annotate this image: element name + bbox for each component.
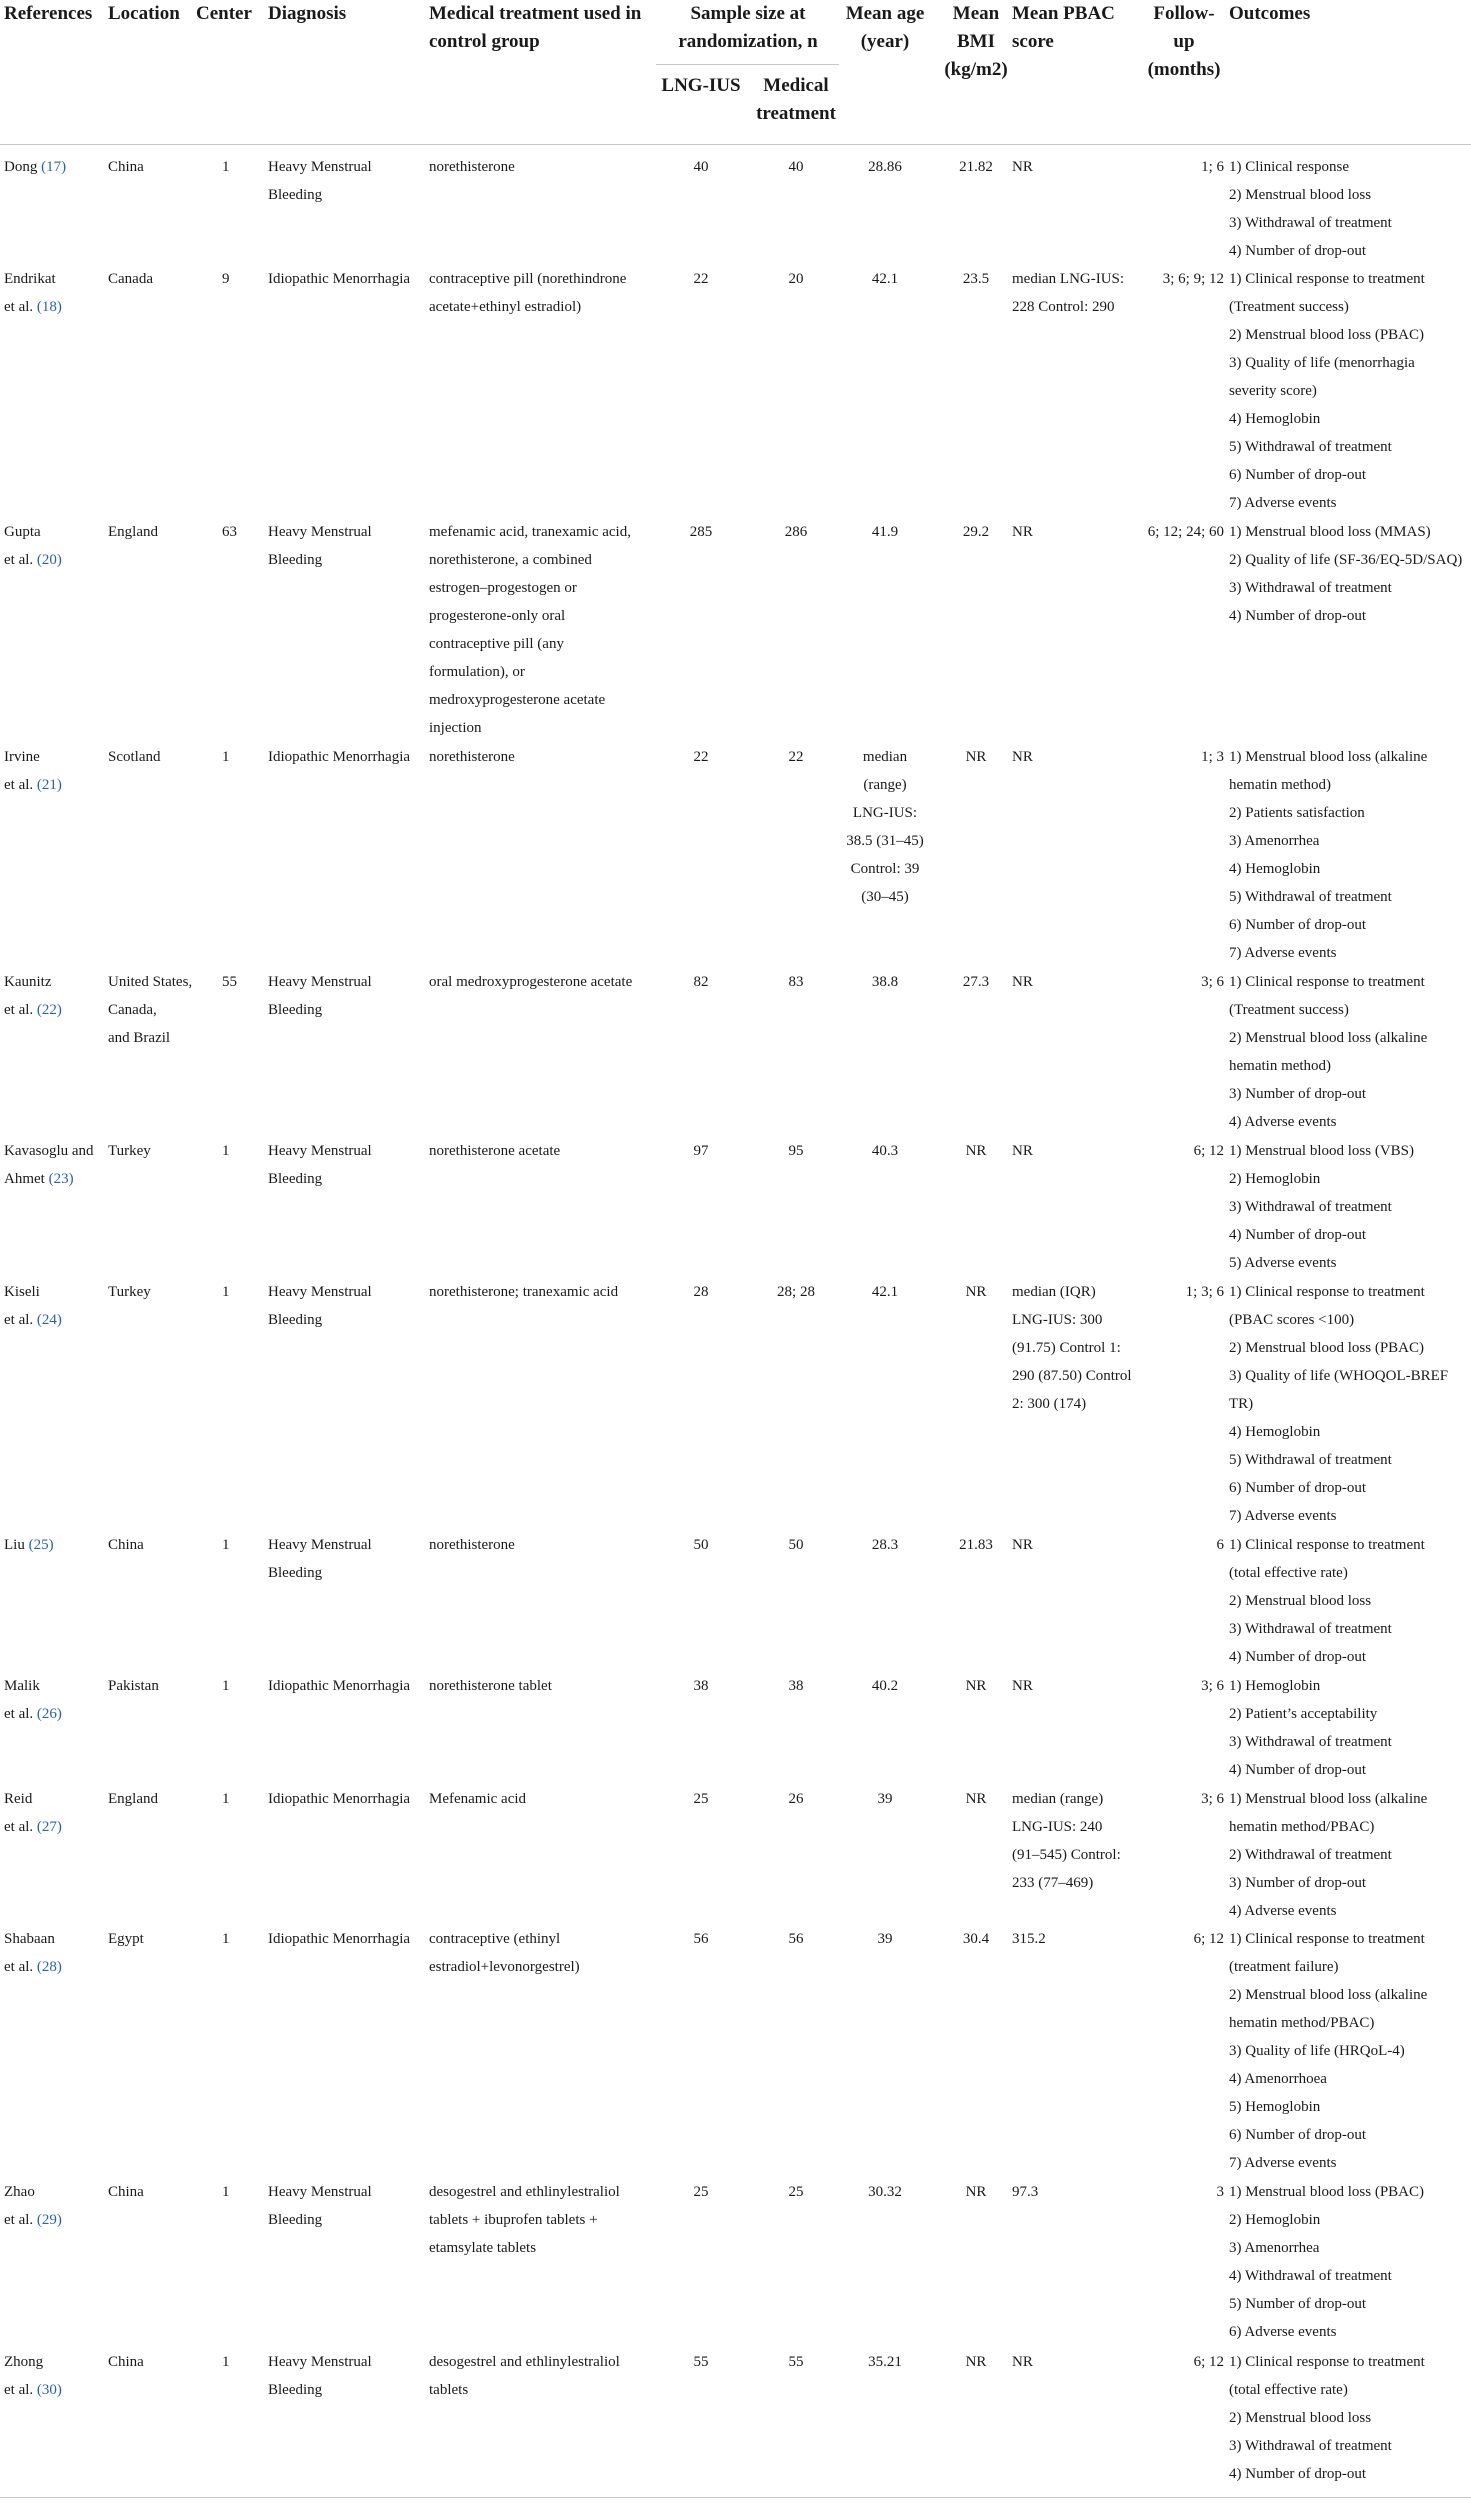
row-mean-pbac: median (IQR) LNG-IUS: 300 (91.75) Control 1: 290 (87.50) Control 2: 300 (174) <box>1012 1284 1132 1412</box>
header-outcomes: Outcomes <box>1229 3 1311 24</box>
row-reference <box>4 1278 62 1334</box>
row-outcomes: 1) Menstrual blood loss (alkaline hematin method) 2) Patients satisfaction 3) Amenorrhea 4) Hemoglobin 5) Withdrawal of treatment 6) Number of drop-out 7) Adverse events <box>1229 749 1428 961</box>
row-lng-ius-n: 55 <box>693 2354 709 2370</box>
row-mean-pbac: NR <box>1012 974 1033 990</box>
row-control-treatment: norethisterone; tranexamic acid <box>429 1284 619 1300</box>
row-mean-bmi: NR <box>965 1284 987 1300</box>
row-follow-up: 3; 6; 9; 12 <box>1162 271 1224 287</box>
row-reference <box>4 1531 54 1559</box>
row-mean-bmi: NR <box>965 2184 987 2200</box>
header-diagnosis: Diagnosis <box>268 3 347 24</box>
row-mean-age: 28.3 <box>871 1537 899 1553</box>
row-lng-ius-n: 22 <box>693 749 709 765</box>
header-bottom-rule <box>0 144 1471 145</box>
row-reference <box>4 153 66 181</box>
row-medical-n: 50 <box>788 1537 804 1553</box>
header-follow-up: Follow- up (months) <box>1147 3 1221 80</box>
row-outcomes: 1) Clinical response to treatment (Treatment success) 2) Menstrual blood loss (PBAC) 3) Quality of life (menorrhagia severity score) 4) Hemoglobin 5) Withdrawal of treatment 6) Number of drop-out 7) Adverse events <box>1229 271 1425 511</box>
row-follow-up: 3; 6 <box>1201 1678 1224 1694</box>
row-control-treatment: norethisterone <box>429 159 515 175</box>
row-diagnosis: Idiopathic Menorrhagia <box>268 749 411 765</box>
header-medical-treatment: Medical treatment <box>756 75 836 124</box>
row-control-treatment: contraceptive pill (norethindrone acetate+ethinyl estradiol) <box>429 271 627 315</box>
row-control-treatment: norethisterone <box>429 1537 515 1553</box>
row-medical-n: 20 <box>788 271 804 287</box>
row-location: Pakistan <box>108 1678 159 1694</box>
row-lng-ius-n: 97 <box>693 1143 709 1159</box>
row-outcomes: 1) Clinical response to treatment (PBAC scores <100) 2) Menstrual blood loss (PBAC) 3) Quality of life (WHOQOL-BREF TR) 4) Hemoglobin 5) Withdrawal of treatment 6) Number of drop-out 7) Adverse events <box>1229 1284 1449 1524</box>
header-location: Location <box>108 3 180 24</box>
row-follow-up: 3; 6 <box>1201 1791 1224 1807</box>
row-reference <box>4 2178 62 2234</box>
reference-name: Reid et al. <box>4 1791 34 1835</box>
row-follow-up: 3 <box>1216 2184 1224 2200</box>
reference-name: Zhao et al. <box>4 2184 35 2228</box>
row-mean-bmi: 21.82 <box>959 159 993 175</box>
row-diagnosis: Heavy Menstrual Bleeding <box>268 1537 372 1581</box>
row-diagnosis: Heavy Menstrual Bleeding <box>268 2354 372 2398</box>
row-medical-n: 22 <box>788 749 804 765</box>
row-follow-up: 6; 12 <box>1193 1931 1224 1947</box>
row-mean-bmi: 23.5 <box>962 271 990 287</box>
row-follow-up: 1; 6 <box>1201 159 1224 175</box>
header-center: Center <box>196 3 252 24</box>
row-lng-ius-n: 25 <box>693 1791 709 1807</box>
header-sample-size: Sample size at randomization, n <box>678 3 818 52</box>
row-lng-ius-n: 25 <box>693 2184 709 2200</box>
reference-name: Kaunitz et al. <box>4 974 52 1018</box>
reference-citation-link[interactable]: (30) <box>36 2382 62 2398</box>
reference-citation-link[interactable]: (23) <box>48 1171 74 1187</box>
header-mean-pbac: Mean PBAC score <box>1012 3 1115 52</box>
row-diagnosis: Heavy Menstrual Bleeding <box>268 1143 372 1187</box>
row-center: 1 <box>222 1284 230 1300</box>
row-reference <box>4 1672 62 1728</box>
row-medical-n: 286 <box>784 524 808 540</box>
row-reference <box>4 743 62 799</box>
reference-name: Malik et al. <box>4 1678 40 1722</box>
row-medical-n: 55 <box>788 2354 804 2370</box>
row-mean-bmi: 30.4 <box>962 1931 990 1947</box>
row-mean-pbac: NR <box>1012 749 1033 765</box>
row-medical-n: 26 <box>788 1791 804 1807</box>
row-location: England <box>108 524 158 540</box>
row-mean-age: 42.1 <box>871 271 899 287</box>
row-lng-ius-n: 285 <box>689 524 713 540</box>
row-lng-ius-n: 40 <box>693 159 709 175</box>
row-outcomes: 1) Clinical response to treatment (total effective rate) 2) Menstrual blood loss 3) Withdrawal of treatment 4) Number of drop-out <box>1229 1537 1425 1665</box>
row-diagnosis: Heavy Menstrual Bleeding <box>268 159 372 203</box>
reference-name: Irvine et al. <box>4 749 40 793</box>
row-follow-up: 6; 12; 24; 60 <box>1147 524 1224 540</box>
row-mean-age: 28.86 <box>868 159 902 175</box>
row-diagnosis: Heavy Menstrual Bleeding <box>268 2184 372 2228</box>
row-mean-bmi: NR <box>965 1678 987 1694</box>
row-medical-n: 56 <box>788 1931 804 1947</box>
reference-name: Liu <box>4 1537 25 1553</box>
row-reference <box>4 2348 62 2404</box>
row-location: Turkey <box>108 1143 151 1159</box>
header-control-treatment: Medical treatment used in control group <box>429 3 642 52</box>
row-follow-up: 6; 12 <box>1193 2354 1224 2370</box>
row-control-treatment: oral medroxyprogesterone acetate <box>429 974 633 990</box>
reference-citation-link[interactable]: (24) <box>36 1312 62 1328</box>
row-control-treatment: norethisterone <box>429 749 515 765</box>
row-mean-pbac: NR <box>1012 524 1033 540</box>
header-lng-ius: LNG-IUS <box>661 75 741 96</box>
reference-citation-link[interactable]: (27) <box>36 1819 62 1835</box>
reference-citation-link[interactable]: (29) <box>36 2212 62 2228</box>
row-center: 1 <box>222 2184 230 2200</box>
row-location: United States, Canada, and Brazil <box>108 974 193 1046</box>
row-center: 1 <box>222 2354 230 2370</box>
row-location: Turkey <box>108 1284 151 1300</box>
reference-name: Gupta et al. <box>4 524 41 568</box>
reference-name: Dong <box>4 159 38 175</box>
row-mean-age: 39 <box>877 1931 893 1947</box>
row-follow-up: 1; 3 <box>1201 749 1224 765</box>
reference-name: Zhong et al. <box>4 2354 44 2398</box>
row-reference <box>4 968 62 1024</box>
row-control-treatment: desogestrel and ethlinylestraliol tablets <box>429 2354 620 2398</box>
reference-citation-link[interactable]: (28) <box>36 1959 62 1975</box>
row-mean-bmi: 21.83 <box>959 1537 993 1553</box>
row-follow-up: 6; 12 <box>1193 1143 1224 1159</box>
row-center: 1 <box>222 1678 230 1694</box>
row-lng-ius-n: 38 <box>693 1678 709 1694</box>
row-mean-bmi: NR <box>965 1791 987 1807</box>
row-follow-up: 3; 6 <box>1201 974 1224 990</box>
row-mean-bmi: NR <box>965 1143 987 1159</box>
row-mean-pbac: median (range) LNG-IUS: 240 (91–545) Control: 233 (77–469) <box>1012 1791 1121 1891</box>
row-location: China <box>108 2184 144 2200</box>
row-center: 1 <box>222 1143 230 1159</box>
row-follow-up: 6 <box>1216 1537 1224 1553</box>
row-mean-pbac: NR <box>1012 1678 1033 1694</box>
row-mean-age: 38.8 <box>871 974 899 990</box>
row-reference <box>4 1137 94 1193</box>
row-diagnosis: Heavy Menstrual Bleeding <box>268 524 372 568</box>
row-mean-pbac: NR <box>1012 2354 1033 2370</box>
row-control-treatment: norethisterone tablet <box>429 1678 552 1694</box>
row-mean-bmi: 29.2 <box>962 524 990 540</box>
row-control-treatment: norethisterone acetate <box>429 1143 561 1159</box>
row-mean-pbac: NR <box>1012 1143 1033 1159</box>
reference-name: Shabaan et al. <box>4 1931 55 1975</box>
row-control-treatment: desogestrel and ethlinylestraliol tablets + ibuprofen tablets + etamsylate tablets <box>429 2184 620 2256</box>
row-center: 1 <box>222 159 230 175</box>
row-location: Scotland <box>108 749 161 765</box>
row-outcomes: 1) Menstrual blood loss (PBAC) 2) Hemoglobin 3) Amenorrhea 4) Withdrawal of treatment 5) Number of drop-out 6) Adverse events <box>1229 2184 1424 2340</box>
reference-citation-link[interactable]: (26) <box>36 1706 62 1722</box>
row-center: 1 <box>222 1537 230 1553</box>
row-reference <box>4 265 62 321</box>
row-location: England <box>108 1791 158 1807</box>
reference-citation-link[interactable]: (22) <box>36 1002 62 1018</box>
header-references: References <box>4 3 93 24</box>
row-center: 55 <box>222 974 237 990</box>
reference-citation-link[interactable]: (25) <box>28 1537 54 1553</box>
row-mean-pbac: NR <box>1012 159 1033 175</box>
reference-citation-link[interactable]: (17) <box>41 159 67 175</box>
row-reference <box>4 518 62 574</box>
row-mean-age: 41.9 <box>871 524 899 540</box>
sample-size-divider <box>656 64 839 65</box>
table-bottom-rule <box>0 2497 1471 2498</box>
row-mean-bmi: 27.3 <box>962 974 990 990</box>
row-reference <box>4 1785 62 1841</box>
row-mean-age: 30.32 <box>868 2184 902 2200</box>
row-location: Canada <box>108 271 153 287</box>
row-location: China <box>108 159 144 175</box>
row-center: 1 <box>222 1931 230 1947</box>
row-outcomes: 1) Clinical response to treatment (total effective rate) 2) Menstrual blood loss 3) Withdrawal of treatment 4) Number of drop-out <box>1229 2354 1425 2482</box>
header-mean-bmi: Mean BMI (kg/m2) <box>944 3 1008 80</box>
row-lng-ius-n: 28 <box>693 1284 709 1300</box>
row-lng-ius-n: 56 <box>693 1931 709 1947</box>
row-outcomes: 1) Clinical response to treatment (treatment failure) 2) Menstrual blood loss (alkaline hematin method/PBAC) 3) Quality of life (HRQoL-4) 4) Amenorrhoea 5) Hemoglobin 6) Number of drop-out 7) Adverse events <box>1229 1931 1428 2171</box>
row-mean-pbac: 315.2 <box>1012 1931 1046 1947</box>
reference-name: Kavasoglu and Ahmet <box>4 1143 94 1187</box>
row-center: 9 <box>222 271 230 287</box>
reference-citation-link[interactable]: (20) <box>36 552 62 568</box>
row-mean-age: 40.3 <box>871 1143 899 1159</box>
row-diagnosis: Heavy Menstrual Bleeding <box>268 974 372 1018</box>
row-outcomes: 1) Menstrual blood loss (alkaline hematin method/PBAC) 2) Withdrawal of treatment 3) Number of drop-out 4) Adverse events <box>1229 1791 1428 1919</box>
row-diagnosis: Idiopathic Menorrhagia <box>268 271 411 287</box>
row-outcomes: 1) Menstrual blood loss (VBS) 2) Hemoglobin 3) Withdrawal of treatment 4) Number of drop-out 5) Adverse events <box>1229 1143 1414 1271</box>
reference-citation-link[interactable]: (21) <box>36 777 62 793</box>
row-center: 63 <box>222 524 237 540</box>
row-medical-n: 95 <box>788 1143 804 1159</box>
row-medical-n: 28; 28 <box>777 1284 815 1300</box>
row-outcomes: 1) Menstrual blood loss (MMAS) 2) Quality of life (SF-36/EQ-5D/SAQ) 3) Withdrawal of treatment 4) Number of drop-out <box>1229 524 1463 624</box>
row-mean-age: 40.2 <box>871 1678 899 1694</box>
row-medical-n: 40 <box>788 159 804 175</box>
reference-citation-link[interactable]: (18) <box>36 299 62 315</box>
row-follow-up: 1; 3; 6 <box>1185 1284 1224 1300</box>
row-mean-age: 42.1 <box>871 1284 899 1300</box>
row-mean-bmi: NR <box>965 749 987 765</box>
header-mean-age: Mean age (year) <box>845 3 925 52</box>
row-diagnosis: Idiopathic Menorrhagia <box>268 1791 411 1807</box>
row-mean-pbac: 97.3 <box>1012 2184 1039 2200</box>
row-center: 1 <box>222 749 230 765</box>
row-location: China <box>108 2354 144 2370</box>
row-lng-ius-n: 82 <box>693 974 709 990</box>
row-diagnosis: Idiopathic Menorrhagia <box>268 1931 411 1947</box>
row-diagnosis: Idiopathic Menorrhagia <box>268 1678 411 1694</box>
row-outcomes: 1) Clinical response 2) Menstrual blood loss 3) Withdrawal of treatment 4) Number of drop-out <box>1229 159 1392 259</box>
row-mean-age: median (range) LNG-IUS: 38.5 (31–45) Control: 39 (30–45) <box>846 749 924 905</box>
reference-name: Kiseli et al. <box>4 1284 40 1328</box>
row-lng-ius-n: 22 <box>693 271 709 287</box>
row-mean-pbac: median LNG-IUS: 228 Control: 290 <box>1012 271 1125 315</box>
row-mean-age: 39 <box>877 1791 893 1807</box>
row-diagnosis: Heavy Menstrual Bleeding <box>268 1284 372 1328</box>
row-medical-n: 38 <box>788 1678 804 1694</box>
row-location: China <box>108 1537 144 1553</box>
row-center: 1 <box>222 1791 230 1807</box>
row-mean-bmi: NR <box>965 2354 987 2370</box>
row-lng-ius-n: 50 <box>693 1537 709 1553</box>
row-outcomes: 1) Clinical response to treatment (Treatment success) 2) Menstrual blood loss (alkaline hematin method) 3) Number of drop-out 4) Adverse events <box>1229 974 1428 1130</box>
row-mean-pbac: NR <box>1012 1537 1033 1553</box>
row-reference <box>4 1925 62 1981</box>
row-control-treatment: contraceptive (ethinyl estradiol+levonorgestrel) <box>429 1931 580 1975</box>
row-medical-n: 25 <box>788 2184 804 2200</box>
row-medical-n: 83 <box>788 974 804 990</box>
row-outcomes: 1) Hemoglobin 2) Patient’s acceptability 3) Withdrawal of treatment 4) Number of drop-out <box>1229 1678 1392 1778</box>
reference-name: Endrikat et al. <box>4 271 56 315</box>
row-control-treatment: mefenamic acid, tranexamic acid, norethisterone, a combined estrogen–progestogen or progesterone-only oral contraceptive pill (any formulation), or medroxyprogesterone acetate injection <box>429 524 631 736</box>
row-control-treatment: Mefenamic acid <box>429 1791 527 1807</box>
row-location: Egypt <box>108 1931 144 1947</box>
row-mean-age: 35.21 <box>868 2354 902 2370</box>
